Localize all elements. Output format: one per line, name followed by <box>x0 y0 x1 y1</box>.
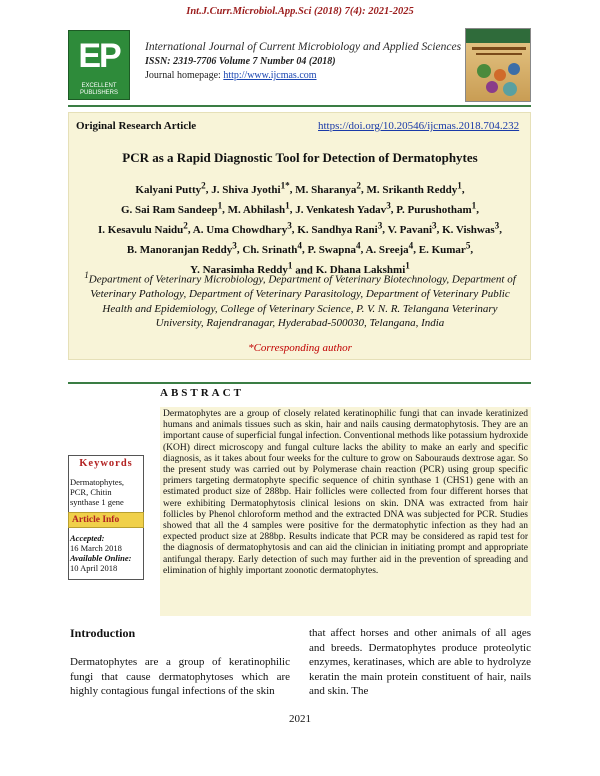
article-info-heading: Article Info <box>68 512 144 528</box>
author: K. Sandhya Rani$^3$ <box>297 220 383 236</box>
author: I. Kesavulu Naidu$^2$ <box>98 220 188 236</box>
author-name: P. Purushotham <box>396 203 472 216</box>
author-name: E. Kumar <box>418 244 466 257</box>
author-name: G. Sai Ram Sandeep <box>121 203 218 216</box>
journal-issn: ISSN: 2319-7706 Volume 7 Number 04 (2018) <box>145 56 336 67</box>
author-name: M. Sharanya <box>295 183 357 196</box>
paper-title: PCR as a Rapid Diagnostic Tool for Detection of Dermatophytes <box>122 150 478 165</box>
author-name: J. Shiva Jyothi <box>211 183 281 196</box>
available-label: Available Online: <box>70 553 132 563</box>
author: Y. Narasimha Reddy$^1$ <box>190 260 293 277</box>
author: J. Venkatesh Yadav$^3$ <box>295 200 391 216</box>
available-date: 10 April 2018 <box>70 563 118 573</box>
abstract-heading: ABSTRACT <box>160 387 244 399</box>
abstract-text: Dermatophytes are a group of closely related keratinophilic fungi that can invade keratinized humans and animals tissues such as skin, hair and nails causing dermatophytosis. They are an important cause of superficial fungal infection. Conventional methods like potassium hydroxide (KOH) direct microscopy and fungal culture lacks the ability to make an early and specific diagnosis, as it takes about four weeks for the culture to grow on Sabourauds dextrose agar. So the present study was carried out by Polymerase chain reaction (PCR) using group specific primers targeting dermatophyte specific sequence of chitin synthase 1 (CHS1) gene with an estimated product size of 288bp. Hair follicles were collected from four different horses that were exhibiting Dermatophytosis clinical lesions on skin. DNA was extracted from hair follicles by Phenol chloroform method and the extracted DNA was subjected for PCR. Studies showed that all the 4 samples were positive for the dermatophytic infection as they had an expected product size at 288bp. Results indicate that PCR may be considered as rapid test for the diagnosis of dermatophytosis and can aid the clinician in initiating prompt and appropriate antifungal therapy. Early detection of such may further aid in the prevention of spreading and elimination of highly important zoonotic dermatophytes. <box>160 407 531 616</box>
author-name: A. Uma Chowdhary <box>192 223 288 236</box>
author: E. Kumar$^5$ <box>418 240 471 257</box>
homepage-link[interactable]: http://www.ijcmas.com <box>223 70 317 81</box>
journal-cover-image <box>465 28 531 102</box>
author-name: M. Abhilash <box>227 203 286 216</box>
corresponding-author: *Corresponding author <box>248 342 352 354</box>
intro-column-1: Dermatophytes are a group of keratinophilic fungi that cause dermatophytoses which are highly contagious fungal infections of the skin <box>70 656 290 697</box>
author-name: B. Manoranjan Reddy <box>126 244 233 257</box>
author: M. Sharanya$^2$ <box>295 180 361 196</box>
publisher-logo <box>68 30 130 100</box>
accepted-date: 16 March 2018 <box>70 543 122 553</box>
author: B. Manoranjan Reddy$^3$ <box>126 240 237 257</box>
author: A. Sreeja$^4$ <box>365 240 414 257</box>
affiliations: $^1$Department of Veterinary Microbiology, Department of Veterinary Biotechnology, Department of Veterinary Pathology, Department of Veterinary Parasitology, Department of Veterinary Public Health and Epidemiology, College of Veterinary Science, P. V. N. R. Telangana Veterinary University, Rajendranagar, Hyderabad-500030, Telangana, India <box>84 270 516 330</box>
article-info <box>70 533 142 573</box>
author-name: J. Venkatesh Yadav <box>295 203 387 216</box>
author: G. Sai Ram Sandeep$^1$ <box>121 200 223 216</box>
author-name: K. Sandhya Rani <box>297 223 378 236</box>
author: M. Srikanth Reddy$^1$ <box>366 180 462 196</box>
author: M. Abhilash$^1$ <box>227 200 290 216</box>
author: K. Vishwas$^3$ <box>442 220 500 236</box>
author-name: Kalyani Putty <box>135 183 202 196</box>
author: K. Dhana Lakshmi$^1$ <box>315 260 410 277</box>
header-divider <box>68 105 531 107</box>
introduction-heading: Introduction <box>70 626 136 640</box>
keywords-heading: Keywords <box>79 458 133 469</box>
author: A. Uma Chowdhary$^3$ <box>192 220 292 236</box>
author-list: Kalyani Putty$^2$, J. Shiva Jyothi$^{1*}$, M. Sharanya$^2$, M. Srikanth Reddy$^1$, G. Sai Ram Sandeep$^1$, M. Abhilash$^1$, J. Venkatesh Yadav$^3$, P. Purushotham$^1$, I. Kesavulu Naidu$^2$, A. Uma Chowdhary$^3$, K. Sandhya Rani$^3$, V. Pavani$^3$, K. Vishwas$^3$, B. Manoranjan Reddy$^3$, Ch. Srinath$^4$, P. Swapna$^4$, A. Sreeja$^4$, E. Kumar$^5$, Y. Narasimha Reddy$^1$ and K. Dhana Lakshmi$^1$ <box>98 180 502 277</box>
page-number: 2021 <box>289 713 311 725</box>
intro-column-2: that affect horses and other animals of all ages and breeds. Dermatophytes produce proteolytic enzymes, keratinases, which are able to hydrolyze keratin the main protein constituent of hair, nails and skin. The <box>309 627 531 697</box>
logo-letters: EP <box>78 37 120 75</box>
abstract-divider <box>68 382 531 384</box>
affiliation-text: Department of Veterinary Microbiology, Department of Veterinary Biotechnology, Department of Veterinary Pathology, Department of Veterinary Parasitology, Department of Veterinary Public Health and Epidemiology, College of Veterinary Science, P. V. N. R. Telangana Veterinary University, Rajendranagar, Hyderabad-500030, Telangana, India <box>88 273 516 330</box>
journal-title: International Journal of Current Microbiology and Applied Sciences <box>145 41 462 53</box>
author-name: Ch. Srinath <box>242 244 298 257</box>
author-name: I. Kesavulu Naidu <box>98 223 184 236</box>
homepage-label: Journal homepage: <box>145 70 224 81</box>
accepted-label: Accepted: <box>70 533 105 543</box>
journal-homepage <box>145 70 317 81</box>
author-name: A. Sreeja <box>365 244 409 257</box>
author: J. Shiva Jyothi$^{1*}$ <box>211 180 290 196</box>
doi-link[interactable]: https://doi.org/10.20546/ijcmas.2018.704.232 <box>318 120 520 132</box>
keywords-text: Dermatophytes, PCR, Chitin synthase 1 gene <box>70 477 125 507</box>
author-name: V. Pavani <box>387 223 432 236</box>
author: V. Pavani$^3$ <box>387 220 437 236</box>
author-name: P. Swapna <box>307 244 356 257</box>
author: P. Swapna$^4$ <box>307 240 361 257</box>
author-name: K. Dhana Lakshmi <box>315 264 406 277</box>
author: P. Purushotham$^1$ <box>396 200 477 216</box>
author-name: M. Srikanth Reddy <box>366 183 458 196</box>
running-header: Int.J.Curr.Microbiol.App.Sci (2018) 7(4): 2021-2025 <box>186 6 414 17</box>
author-name: Y. Narasimha Reddy <box>190 264 288 277</box>
logo-caption: EXCELLENT PUBLISHERS <box>79 83 118 96</box>
author: Ch. Srinath$^4$ <box>242 240 302 257</box>
author-name: K. Vishwas <box>442 223 495 236</box>
article-type: Original Research Article <box>76 120 197 132</box>
author: Kalyani Putty$^2$ <box>135 180 206 196</box>
